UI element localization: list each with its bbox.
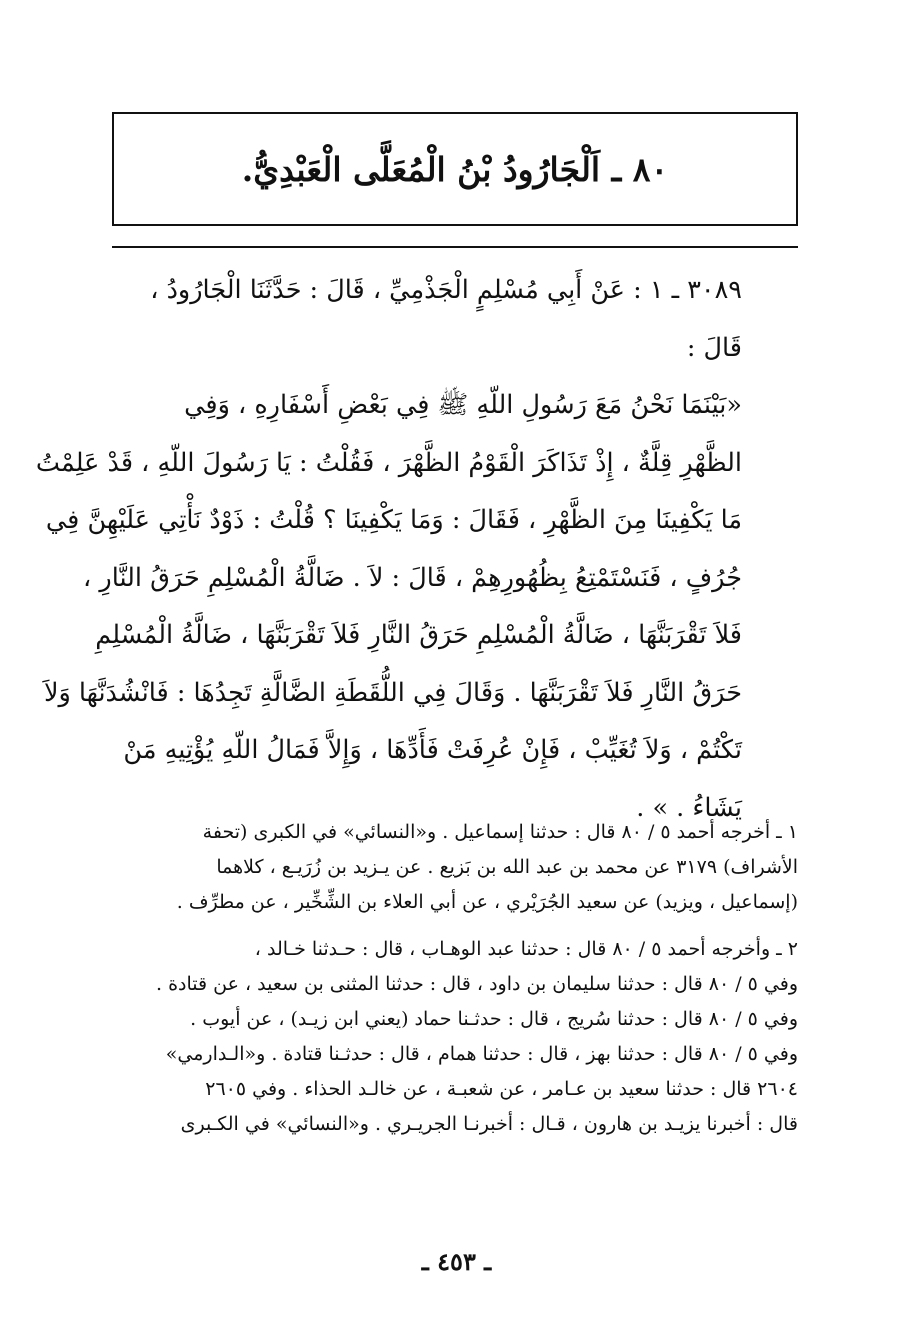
hadith-line: الظَّهْرِ قِلَّةٌ ، إِذْ تَذَاكَرَ الْقَوْمُ الظَّهْرَ ، فَقُلْتُ : يَا رَسُولَ اللّهِ ، قَدْ عَلِمْتُ: [35, 447, 742, 478]
footnote-line: وفي ٥ / ٨٠ قال : حدثنا سليمان بن داود ، قال : حدثنا المثنى بن سعيد ، عن قتادة .: [156, 973, 798, 995]
hadith-line: ٣٠٨٩ ـ ١ : عَنْ أَبِي مُسْلِمٍ الْجَذْمِيِّ ، قَالَ : حَدَّثَنَا الْجَارُودُ ،: [150, 275, 742, 305]
chapter-title-box: [112, 112, 798, 226]
footnote-line: ٢٦٠٤ قال : حدثنا سعيد بن عـامر ، عن شعبـة ، عن خالـد الحذاء . وفي ٢٦٠٥: [205, 1078, 798, 1100]
hadith-text: [35, 262, 742, 837]
footnote-2: [112, 932, 798, 1142]
footnote-1: [112, 815, 798, 920]
hadith-line: حَرَقُ النَّارِ فَلاَ تَقْرَبَنَّهَا . وَقَالَ فِي اللُّقَطَةِ الضَّالَّةِ تَجِدُهَا : فَانْشُدَنَّهَا وَلاَ: [43, 677, 742, 708]
footnote-line: وفي ٥ / ٨٠ قال : حدثنا بهز ، قال : حدثنا همام ، قال : حدثـنا قتادة . و«الـدارمي»: [165, 1043, 798, 1065]
hadith-line: فَلاَ تَقْرَبَنَّهَا ، ضَالَّةُ الْمُسْلِمِ حَرَقُ النَّارِ فَلاَ تَقْرَبَنَّهَا ، ضَالَّةُ الْمُسْلِمِ: [95, 620, 742, 650]
hadith-line: قَالَ :: [686, 332, 742, 363]
footnote-line: الأشراف) ٣١٧٩ عن محمد بن عبد الله بن بَزيع . عن يـزيد بن زُرَيـع ، كلاهما: [216, 856, 798, 878]
hadith-line: مَا يَكْفِينَا مِنَ الظَّهْرِ ، فَقَالَ : وَمَا يَكْفِينَا ؟ قُلْتُ : ذَوْدٌ نَأْتِي عَلَيْهِنَّ فِي: [45, 505, 742, 535]
footnote-line: ١ ـ أخرجه أحمد ٥ / ٨٠ قال : حدثنا إسماعيل . و«النسائي» في الكبرى (تحفة: [202, 821, 798, 843]
hadith-line: «بَيْنَمَا نَحْنُ مَعَ رَسُولِ اللّهِ ﷺ فِي بَعْضِ أَسْفَارِهِ ، وَفِي: [184, 390, 742, 420]
footnote-line: (إسماعيل ، ويزيد) عن سعيد الجُرَيْري ، عن أبي العلاء بن الشِّخِّير ، عن مطرِّف .: [176, 891, 798, 913]
chapter-title: ٨٠ ـ اَلْجَارُودُ بْنُ الْمُعَلَّى الْعَبْدِيُّ.: [241, 149, 669, 189]
hadith-line: يَشَاءُ . » .: [636, 792, 742, 823]
footnote-line: قال : أخبرنا يزيـد بن هارون ، قـال : أخبرنـا الجريـري . و«النسائي» في الكـبرى: [180, 1113, 798, 1135]
hadith-line: تَكْتُمْ ، وَلاَ تُغَيِّبْ ، فَإِنْ عُرِفَتْ فَأَدِّهَا ، وَإِلاَّ فَمَالُ اللّهِ يُؤْتِيهِ مَنْ: [123, 735, 742, 765]
footnote-line: ٢ ـ وأخرجه أحمد ٥ / ٨٠ قال : حدثنا عبد الوهـاب ، قال : حـدثنا خـالد ،: [254, 938, 798, 960]
footnote-line: وفي ٥ / ٨٠ قال : حدثنا سُريج ، قال : حدثـنا حماد (يعني ابن زيـد) ، عن أيوب .: [190, 1008, 798, 1030]
footnotes: [112, 815, 798, 1154]
page-number: ـ ٤٥٣ ـ: [421, 1247, 492, 1276]
hadith-line: جُرُفٍ ، فَنَسْتَمْتِعُ بِظُهُورِهِمْ ، قَالَ : لاَ . ضَالَّةُ الْمُسْلِمِ حَرَقُ النَّارِ ،: [83, 562, 742, 593]
section-divider: [112, 246, 798, 248]
